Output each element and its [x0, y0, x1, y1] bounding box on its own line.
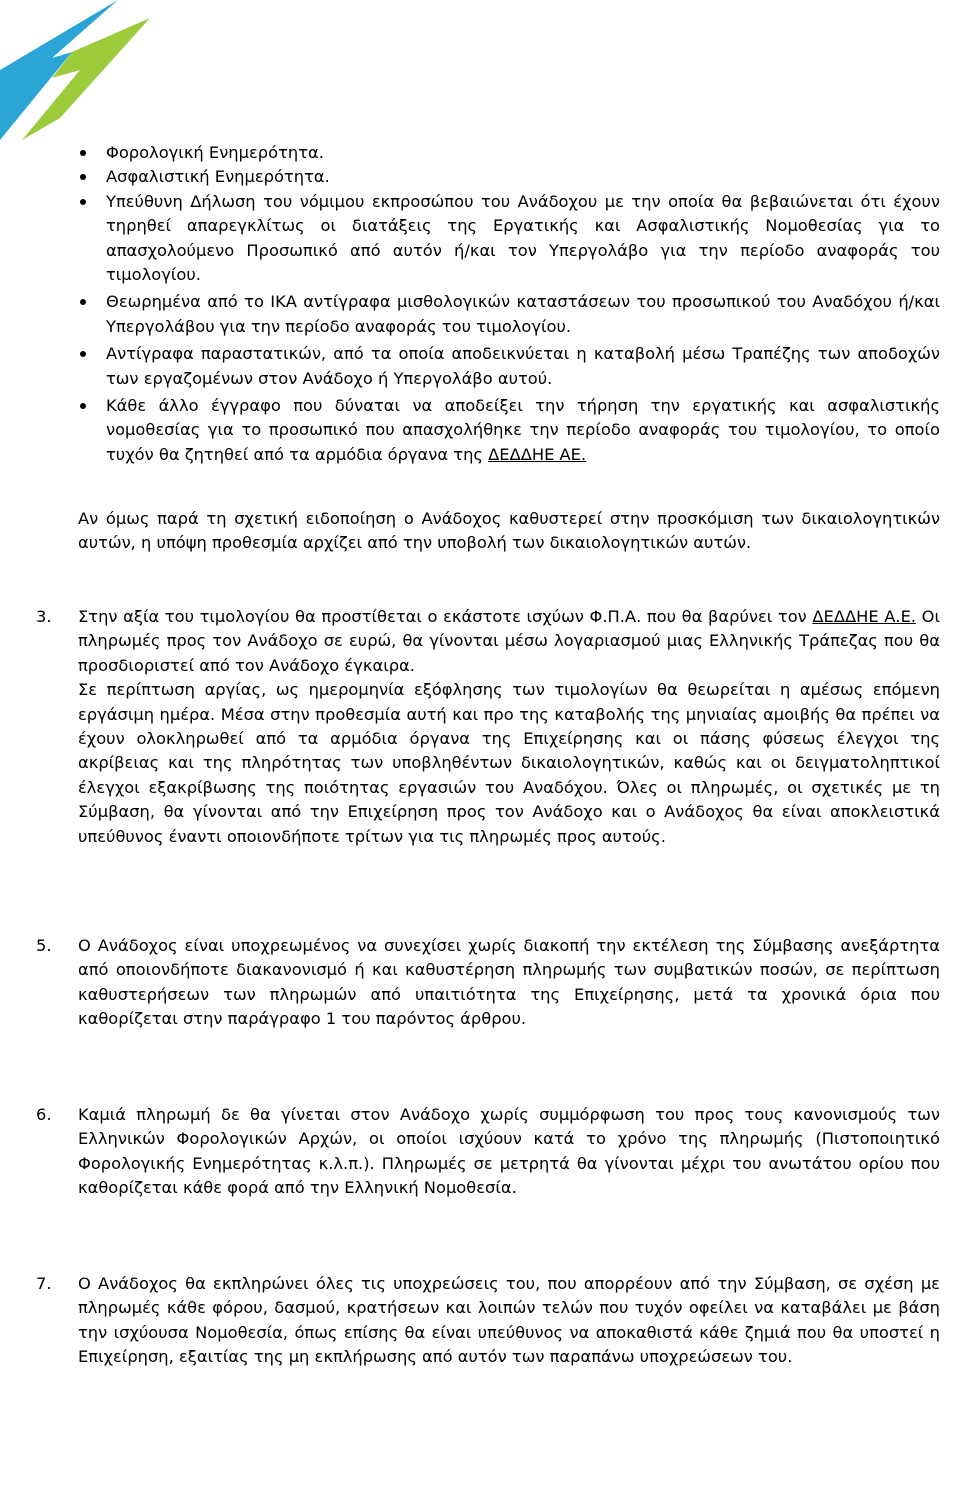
item-3-text-b: Οι πληρωμές προς τον Ανάδοχο σε ευρώ, θα γίνονται μέσω λογαριασμού μιας Ελληνικής Τράπεζας που θα προσδιοριστεί από τον Ανάδοχο έγκαιρα.: [78, 607, 940, 675]
item-5-body: [78, 934, 940, 1032]
item-6-paragraph: Καμιά πληρωμή δε θα γίνεται στον Ανάδοχο χωρίς συμμόρφωση του προς τους κανονισμούς των Ελληνικών Φορολογικών Αρχών, οι οποίοι ισχύουν κατά το χρόνο της πληρωμής (Πιστοποιητικό Φορολογικής Ενημερότητας κ.λ.π.). Πληρωμές σε μετρητά θα γίνονται μέχρι του ανωτάτου ορίου που καθορίζεται κάθε φορά από την Ελληνική Νομοθεσία.: [78, 1105, 940, 1198]
lightning-bolt-logo-icon: [0, 0, 150, 140]
item-6-body: [78, 1103, 940, 1201]
item-3-paragraph-2: Σε περίπτωση αργίας, ως ημερομηνία εξόφλησης των τιμολογίων θα θεωρείται η αμέσως επόμενη εργάσιμη ημέρα. Μέσα στην προθεσμία αυτή και προ της καταβολής της μηνιαίας αμοιβής θα πρέπει να έχουν ολοκληρωθεί από τα αρμόδια όργανα της Επιχείρησης και οι πάσης φύσεως έλεγχοι της ακρίβειας και της πληρότητας των υποβληθέντων δικαιολογητικών, καθώς και οι δειγματοληπτικοί έλεγχοι εξακρίβωσης της ποιότητας εργασιών του Αναδόχου. Όλες οι πληρωμές, οι σχετικές με τη Σύμβαση, θα γίνονται από την Επιχείρηση προς τον Ανάδοχο και ο Ανάδοχος θα είναι αποκλειστικά υπεύθυνος έναντι οποιονδήποτε τρίτων για τις πληρωμές προς αυτούς.: [78, 680, 940, 846]
item-7-paragraph: Ο Ανάδοχος θα εκπληρώνει όλες τις υποχρεώσεις του, που απορρέουν από την Σύμβαση, σε σχέση με πληρωμές κάθε φόρου, δασμού, κρατήσεων και λοιπών τελών που τυχόν οφείλει να καταβάλει με βάση την ισχύουσα Νομοθεσία, όπως επίσης θα είναι υπεύθυνος να αποκαθιστά κάθε ζημιά που θα υποστεί η Επιχείρηση, εξαιτίας της μη εκπλήρωσης από αυτόν των παραπάνω υποχρεώσεων του.: [78, 1274, 940, 1367]
list-item: Υπεύθυνη Δήλωση του νόμιμου εκπροσώπου του Ανάδοχου με την οποία θα βεβαιώνεται ότι έχουν τηρηθεί απαρεγκλίτως οι διατάξεις της Εργατικής και Ασφαλιστικής Νομοθεσίας για το απασχολούμενο Προσωπικό από αυτόν ή/και τον Υπεργολάβο για την περίοδο αναφοράς του τιμολογίου.: [78, 190, 940, 288]
item-5-paragraph: Ο Ανάδοχος είναι υποχρεωμένος να συνεχίσει χωρίς διακοπή την εκτέλεση της Σύμβασης ανεξάρτητα από οποιονδήποτε διακανονισμό ή και καθυστέρηση πληρωμής των συμβατικών ποσών, σε περίπτωση καθυστερήσεων των πληρωμών από υπαιτιότητα της Επιχείρησης, μετά τα χρονικά όρια που καθορίζεται στην παράγραφο 1 του παρόντος άρθρου.: [78, 936, 940, 1029]
item-3-text-a: Στην αξία του τιμολογίου θα προστίθεται ο εκάστοτε ισχύων Φ.Π.Α. που θα βαρύνει τον: [78, 607, 813, 626]
company-name-underlined: ΔΕΔΔΗΕ ΑΕ.: [488, 444, 587, 464]
list-item: Ασφαλιστική Ενημερότητα.: [78, 165, 940, 189]
item-7-number: 7.: [36, 1274, 52, 1293]
list-item-text: Κάθε άλλο έγγραφο που δύναται να αποδείξει την τήρηση την εργατικής και ασφαλιστικής νομοθεσίας για το προσωπικό που απασχολήθηκε την περίοδο αναφοράς του τιμολογίου, το οποίο τυχόν θα ζητηθεί από τα αρμόδια όργανα της: [106, 396, 940, 464]
item-3-number: 3.: [36, 607, 52, 626]
item-3-company-underlined: ΔΕΔΔΗΕ Α.Ε.: [812, 607, 917, 626]
paragraph-text: Αν όμως παρά τη σχετική ειδοποίηση ο Ανάδοχος καθυστερεί στην προσκόμιση των δικαιολογητικών αυτών, η υπόψη προθεσμία αρχίζει από την υποβολή των δικαιολογητικών αυτών.: [78, 509, 940, 553]
item-6-number: 6.: [36, 1105, 52, 1124]
item-3-paragraph-1: [78, 605, 940, 678]
item-3-body: [78, 605, 940, 849]
list-item: Φορολογική Ενημερότητα.: [78, 141, 940, 165]
list-item: Αντίγραφα παραστατικών, από τα οποία αποδεικνύεται η καταβολή μέσω Τραπέζης των αποδοχών των εργαζομένων στον Ανάδοχο ή Υπεργολάβο αυτού.: [78, 342, 940, 391]
item-5-number: 5.: [36, 936, 52, 955]
item-7-body: [78, 1272, 940, 1370]
list-item: [78, 394, 940, 467]
delay-paragraph: [78, 507, 940, 556]
list-item: Θεωρημένα από το ΙΚΑ αντίγραφα μισθολογικών καταστάσεων του προσωπικού του Αναδόχου ή/και Υπεργολάβου για την περίοδο αναφοράς του τιμολογίου.: [78, 290, 940, 339]
requirements-list-block: [78, 141, 940, 470]
requirements-list: [78, 141, 940, 467]
